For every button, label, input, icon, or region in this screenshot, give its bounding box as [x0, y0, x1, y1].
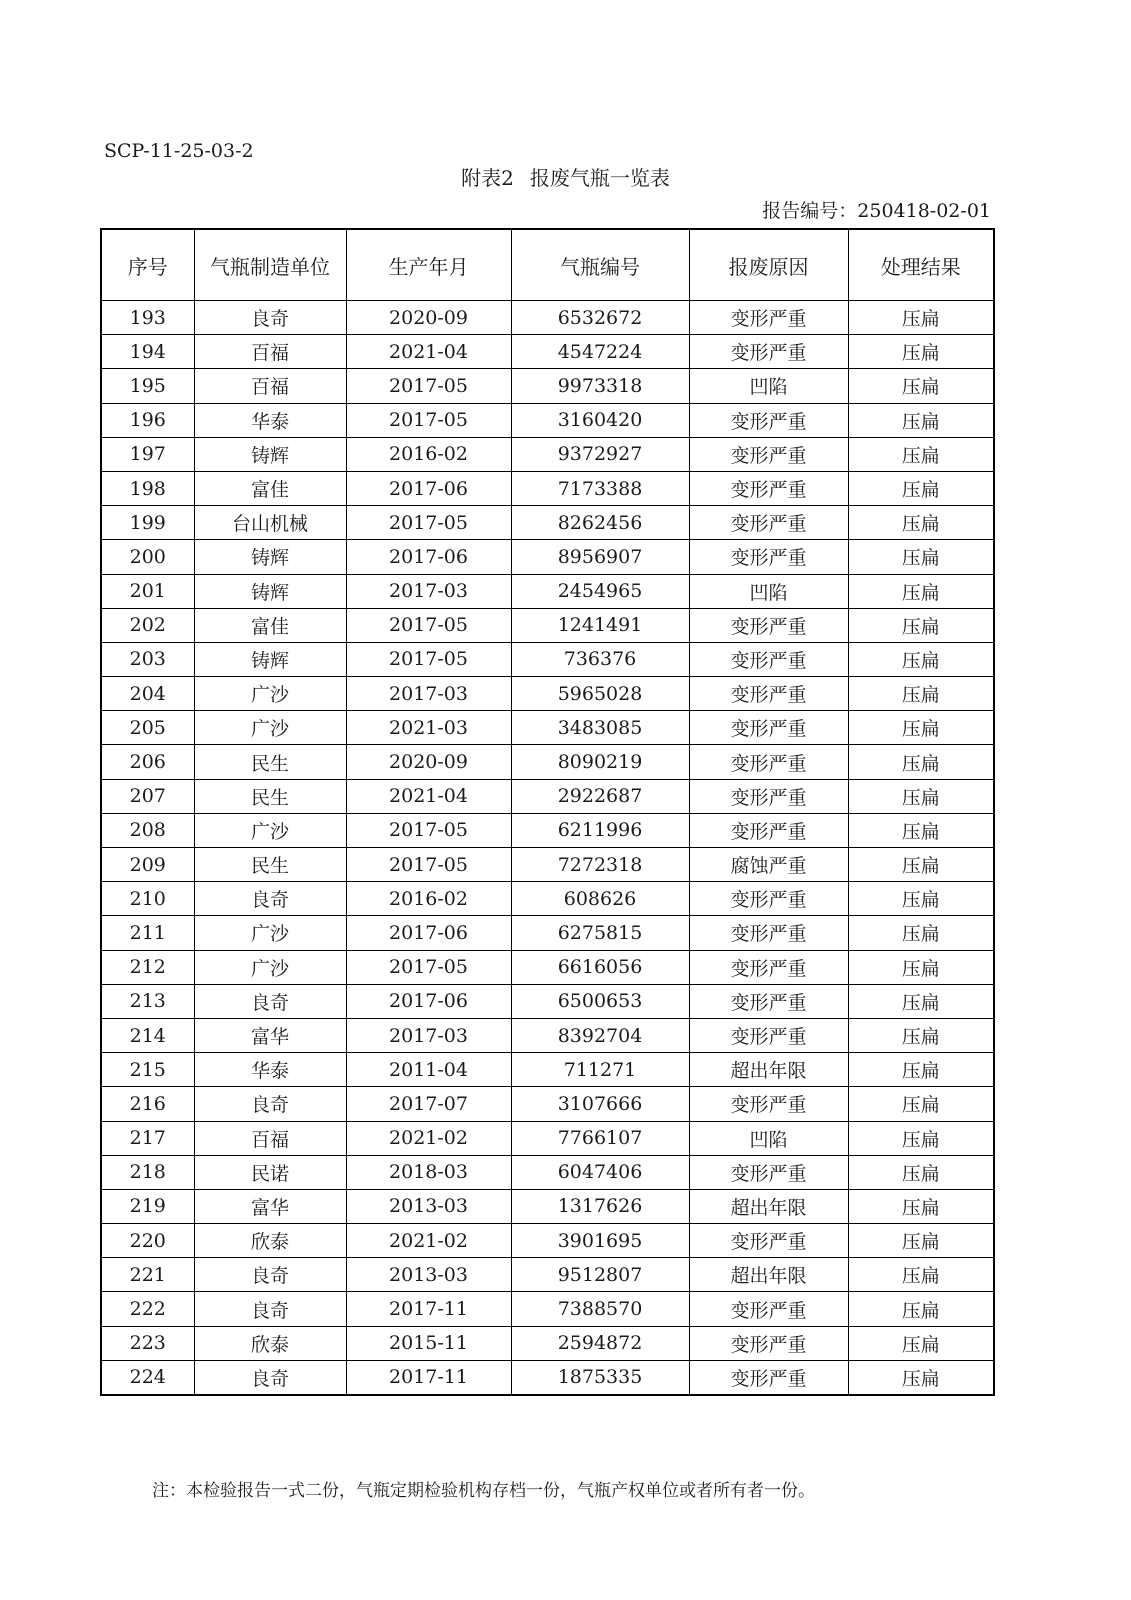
cell-cylinder-no: 8262456	[511, 506, 689, 540]
column-header-manufacturer: 气瓶制造单位	[194, 229, 346, 301]
cell-production-date: 2021-02	[346, 1224, 511, 1258]
cell-disposal-result: 压扁	[848, 403, 994, 437]
cell-serial-no: 219	[101, 1189, 194, 1223]
cell-production-date: 2013-03	[346, 1258, 511, 1292]
cell-scrap-reason: 变形严重	[689, 1087, 848, 1121]
cell-production-date: 2021-04	[346, 335, 511, 369]
cell-manufacturer: 百福	[194, 335, 346, 369]
cell-serial-no: 199	[101, 506, 194, 540]
cell-manufacturer: 铸辉	[194, 642, 346, 676]
table-row	[101, 848, 994, 882]
cell-serial-no: 215	[101, 1053, 194, 1087]
cell-disposal-result: 压扁	[848, 1224, 994, 1258]
cell-manufacturer: 铸辉	[194, 540, 346, 574]
cell-disposal-result: 压扁	[848, 506, 994, 540]
cell-cylinder-no: 8392704	[511, 1018, 689, 1052]
cell-serial-no: 193	[101, 301, 194, 335]
cell-production-date: 2017-05	[346, 506, 511, 540]
cell-cylinder-no: 3160420	[511, 403, 689, 437]
table-row	[101, 471, 994, 505]
cell-production-date: 2017-06	[346, 916, 511, 950]
cell-disposal-result: 压扁	[848, 301, 994, 335]
cell-cylinder-no: 6616056	[511, 950, 689, 984]
table-row	[101, 677, 994, 711]
cell-scrap-reason: 超出年限	[689, 1053, 848, 1087]
cell-production-date: 2017-05	[346, 369, 511, 403]
table-row	[101, 1292, 994, 1326]
cell-manufacturer: 民诺	[194, 1155, 346, 1189]
cell-cylinder-no: 711271	[511, 1053, 689, 1087]
cell-production-date: 2017-06	[346, 984, 511, 1018]
cell-manufacturer: 铸辉	[194, 437, 346, 471]
table-row	[101, 1121, 994, 1155]
cell-serial-no: 220	[101, 1224, 194, 1258]
cell-disposal-result: 压扁	[848, 677, 994, 711]
table-row	[101, 506, 994, 540]
cell-manufacturer: 富佳	[194, 471, 346, 505]
cell-scrap-reason: 超出年限	[689, 1189, 848, 1223]
cell-production-date: 2021-02	[346, 1121, 511, 1155]
column-header-serial-no: 序号	[101, 229, 194, 301]
cell-manufacturer: 良奇	[194, 1292, 346, 1326]
column-header-cylinder-no: 气瓶编号	[511, 229, 689, 301]
cell-serial-no: 201	[101, 574, 194, 608]
cell-production-date: 2017-03	[346, 1018, 511, 1052]
cell-serial-no: 206	[101, 745, 194, 779]
cell-disposal-result: 压扁	[848, 950, 994, 984]
cell-disposal-result: 压扁	[848, 1018, 994, 1052]
cell-cylinder-no: 2454965	[511, 574, 689, 608]
cell-production-date: 2017-05	[346, 403, 511, 437]
cell-manufacturer: 百福	[194, 369, 346, 403]
cell-cylinder-no: 6532672	[511, 301, 689, 335]
cell-serial-no: 208	[101, 813, 194, 847]
table-row	[101, 745, 994, 779]
cell-disposal-result: 压扁	[848, 711, 994, 745]
cell-cylinder-no: 1241491	[511, 608, 689, 642]
cell-manufacturer: 广沙	[194, 677, 346, 711]
cell-manufacturer: 富华	[194, 1018, 346, 1052]
table-row	[101, 437, 994, 471]
cell-production-date: 2017-05	[346, 950, 511, 984]
footnote: 注：本检验报告一式二份，气瓶定期检验机构存档一份，气瓶产权单位或者所有者一份。	[152, 1481, 815, 1501]
cell-disposal-result: 压扁	[848, 1292, 994, 1326]
cell-scrap-reason: 变形严重	[689, 1292, 848, 1326]
cell-serial-no: 194	[101, 335, 194, 369]
cell-disposal-result: 压扁	[848, 1155, 994, 1189]
cell-production-date: 2017-05	[346, 848, 511, 882]
table-row	[101, 1326, 994, 1360]
cell-production-date: 2020-09	[346, 301, 511, 335]
cell-manufacturer: 富佳	[194, 608, 346, 642]
scrapped-cylinder-table	[100, 228, 995, 1396]
cell-disposal-result: 压扁	[848, 335, 994, 369]
document-code: SCP-11-25-03-2	[104, 140, 254, 162]
cell-scrap-reason: 变形严重	[689, 779, 848, 813]
cell-production-date: 2017-07	[346, 1087, 511, 1121]
cell-serial-no: 210	[101, 882, 194, 916]
cell-manufacturer: 广沙	[194, 813, 346, 847]
table-row	[101, 882, 994, 916]
cell-serial-no: 198	[101, 471, 194, 505]
cell-disposal-result: 压扁	[848, 1360, 994, 1395]
cell-disposal-result: 压扁	[848, 916, 994, 950]
page-title	[0, 162, 1131, 191]
cell-serial-no: 224	[101, 1360, 194, 1395]
cell-scrap-reason: 变形严重	[689, 642, 848, 676]
cell-serial-no: 195	[101, 369, 194, 403]
cell-serial-no: 197	[101, 437, 194, 471]
cell-disposal-result: 压扁	[848, 608, 994, 642]
cell-disposal-result: 压扁	[848, 642, 994, 676]
cell-scrap-reason: 变形严重	[689, 437, 848, 471]
cell-cylinder-no: 7173388	[511, 471, 689, 505]
report-number: 报告编号：250418-02-01	[762, 200, 991, 222]
cell-cylinder-no: 6047406	[511, 1155, 689, 1189]
cell-scrap-reason: 变形严重	[689, 813, 848, 847]
cell-manufacturer: 良奇	[194, 1087, 346, 1121]
cell-serial-no: 222	[101, 1292, 194, 1326]
table-row	[101, 1053, 994, 1087]
cell-production-date: 2017-05	[346, 642, 511, 676]
cell-disposal-result: 压扁	[848, 540, 994, 574]
cell-manufacturer: 欣泰	[194, 1224, 346, 1258]
cell-production-date: 2017-11	[346, 1292, 511, 1326]
cell-manufacturer: 良奇	[194, 984, 346, 1018]
cell-serial-no: 205	[101, 711, 194, 745]
cell-production-date: 2018-03	[346, 1155, 511, 1189]
table-row	[101, 1087, 994, 1121]
cell-scrap-reason: 凹陷	[689, 1121, 848, 1155]
cell-manufacturer: 广沙	[194, 950, 346, 984]
cell-cylinder-no: 8090219	[511, 745, 689, 779]
cell-disposal-result: 压扁	[848, 984, 994, 1018]
cell-production-date: 2021-03	[346, 711, 511, 745]
cell-cylinder-no: 608626	[511, 882, 689, 916]
cell-scrap-reason: 变形严重	[689, 335, 848, 369]
table-row	[101, 642, 994, 676]
table-row	[101, 1360, 994, 1395]
cell-scrap-reason: 凹陷	[689, 369, 848, 403]
table-row	[101, 301, 994, 335]
cell-cylinder-no: 8956907	[511, 540, 689, 574]
cell-cylinder-no: 6500653	[511, 984, 689, 1018]
cell-manufacturer: 欣泰	[194, 1326, 346, 1360]
column-header-production-date: 生产年月	[346, 229, 511, 301]
cell-disposal-result: 压扁	[848, 369, 994, 403]
cell-disposal-result: 压扁	[848, 848, 994, 882]
cell-manufacturer: 民生	[194, 779, 346, 813]
cell-serial-no: 221	[101, 1258, 194, 1292]
table-row	[101, 1224, 994, 1258]
cell-scrap-reason: 变形严重	[689, 882, 848, 916]
cell-serial-no: 213	[101, 984, 194, 1018]
cell-manufacturer: 富华	[194, 1189, 346, 1223]
cell-scrap-reason: 变形严重	[689, 471, 848, 505]
table-row	[101, 984, 994, 1018]
cell-manufacturer: 广沙	[194, 916, 346, 950]
cell-serial-no: 212	[101, 950, 194, 984]
cell-disposal-result: 压扁	[848, 574, 994, 608]
cell-scrap-reason: 变形严重	[689, 1326, 848, 1360]
table-row	[101, 1189, 994, 1223]
cell-cylinder-no: 9372927	[511, 437, 689, 471]
title-prefix: 附表2	[461, 166, 514, 190]
cell-scrap-reason: 变形严重	[689, 1155, 848, 1189]
table-header-row	[101, 229, 994, 301]
cell-production-date: 2017-11	[346, 1360, 511, 1395]
table-row	[101, 779, 994, 813]
cell-production-date: 2017-03	[346, 574, 511, 608]
cell-manufacturer: 广沙	[194, 711, 346, 745]
table-row	[101, 369, 994, 403]
cell-serial-no: 209	[101, 848, 194, 882]
cell-scrap-reason: 变形严重	[689, 950, 848, 984]
cell-manufacturer: 华泰	[194, 403, 346, 437]
table-row	[101, 916, 994, 950]
table-row	[101, 574, 994, 608]
cell-scrap-reason: 变形严重	[689, 403, 848, 437]
cell-production-date: 2017-03	[346, 677, 511, 711]
cell-manufacturer: 铸辉	[194, 574, 346, 608]
cell-scrap-reason: 变形严重	[689, 1360, 848, 1395]
table-row	[101, 1018, 994, 1052]
cell-production-date: 2017-05	[346, 608, 511, 642]
cell-production-date: 2020-09	[346, 745, 511, 779]
cell-disposal-result: 压扁	[848, 1189, 994, 1223]
cell-serial-no: 207	[101, 779, 194, 813]
cell-manufacturer: 百福	[194, 1121, 346, 1155]
cell-manufacturer: 民生	[194, 745, 346, 779]
cell-disposal-result: 压扁	[848, 471, 994, 505]
cell-production-date: 2011-04	[346, 1053, 511, 1087]
cell-scrap-reason: 变形严重	[689, 711, 848, 745]
cell-scrap-reason: 变形严重	[689, 1224, 848, 1258]
cell-serial-no: 214	[101, 1018, 194, 1052]
table-row	[101, 950, 994, 984]
cell-production-date: 2016-02	[346, 437, 511, 471]
cell-disposal-result: 压扁	[848, 779, 994, 813]
cell-disposal-result: 压扁	[848, 745, 994, 779]
table-row	[101, 335, 994, 369]
cell-serial-no: 218	[101, 1155, 194, 1189]
cell-production-date: 2017-06	[346, 471, 511, 505]
cell-serial-no: 223	[101, 1326, 194, 1360]
cell-cylinder-no: 1317626	[511, 1189, 689, 1223]
cell-production-date: 2017-05	[346, 813, 511, 847]
cell-cylinder-no: 3107666	[511, 1087, 689, 1121]
column-header-scrap-reason: 报废原因	[689, 229, 848, 301]
cell-cylinder-no: 3483085	[511, 711, 689, 745]
table-row	[101, 1155, 994, 1189]
cell-scrap-reason: 超出年限	[689, 1258, 848, 1292]
cell-cylinder-no: 736376	[511, 642, 689, 676]
cell-serial-no: 217	[101, 1121, 194, 1155]
cell-cylinder-no: 7766107	[511, 1121, 689, 1155]
cell-cylinder-no: 3901695	[511, 1224, 689, 1258]
table-row	[101, 540, 994, 574]
cell-manufacturer: 良奇	[194, 301, 346, 335]
cell-cylinder-no: 2922687	[511, 779, 689, 813]
cell-cylinder-no: 6275815	[511, 916, 689, 950]
cell-scrap-reason: 变形严重	[689, 608, 848, 642]
cell-cylinder-no: 4547224	[511, 335, 689, 369]
cell-cylinder-no: 9512807	[511, 1258, 689, 1292]
cell-scrap-reason: 凹陷	[689, 574, 848, 608]
title-text: 报废气瓶一览表	[529, 166, 670, 190]
cell-serial-no: 196	[101, 403, 194, 437]
cell-manufacturer: 华泰	[194, 1053, 346, 1087]
cell-scrap-reason: 变形严重	[689, 677, 848, 711]
cell-scrap-reason: 变形严重	[689, 506, 848, 540]
cell-manufacturer: 良奇	[194, 1258, 346, 1292]
cell-production-date: 2017-06	[346, 540, 511, 574]
cell-cylinder-no: 1875335	[511, 1360, 689, 1395]
column-header-disposal-result: 处理结果	[848, 229, 994, 301]
cell-serial-no: 200	[101, 540, 194, 574]
cell-manufacturer: 良奇	[194, 1360, 346, 1395]
cell-cylinder-no: 2594872	[511, 1326, 689, 1360]
cell-scrap-reason: 变形严重	[689, 745, 848, 779]
cell-disposal-result: 压扁	[848, 437, 994, 471]
cell-cylinder-no: 6211996	[511, 813, 689, 847]
table-row	[101, 711, 994, 745]
cell-scrap-reason: 变形严重	[689, 301, 848, 335]
cell-manufacturer: 台山机械	[194, 506, 346, 540]
cell-scrap-reason: 变形严重	[689, 984, 848, 1018]
cell-scrap-reason: 变形严重	[689, 916, 848, 950]
cell-disposal-result: 压扁	[848, 1053, 994, 1087]
cell-serial-no: 216	[101, 1087, 194, 1121]
cell-scrap-reason: 变形严重	[689, 1018, 848, 1052]
cell-production-date: 2021-04	[346, 779, 511, 813]
table-row	[101, 608, 994, 642]
cell-serial-no: 211	[101, 916, 194, 950]
cell-scrap-reason: 腐蚀严重	[689, 848, 848, 882]
cell-disposal-result: 压扁	[848, 813, 994, 847]
cell-disposal-result: 压扁	[848, 1258, 994, 1292]
cell-disposal-result: 压扁	[848, 1087, 994, 1121]
cell-cylinder-no: 7388570	[511, 1292, 689, 1326]
cell-production-date: 2013-03	[346, 1189, 511, 1223]
cell-cylinder-no: 9973318	[511, 369, 689, 403]
table-row	[101, 813, 994, 847]
cell-production-date: 2015-11	[346, 1326, 511, 1360]
cell-serial-no: 203	[101, 642, 194, 676]
cell-cylinder-no: 7272318	[511, 848, 689, 882]
table-row	[101, 1258, 994, 1292]
cell-disposal-result: 压扁	[848, 1326, 994, 1360]
cell-serial-no: 204	[101, 677, 194, 711]
table-row	[101, 403, 994, 437]
cell-manufacturer: 民生	[194, 848, 346, 882]
cell-cylinder-no: 5965028	[511, 677, 689, 711]
cell-serial-no: 202	[101, 608, 194, 642]
cell-manufacturer: 良奇	[194, 882, 346, 916]
cell-scrap-reason: 变形严重	[689, 540, 848, 574]
cell-production-date: 2016-02	[346, 882, 511, 916]
cell-disposal-result: 压扁	[848, 1121, 994, 1155]
cell-disposal-result: 压扁	[848, 882, 994, 916]
